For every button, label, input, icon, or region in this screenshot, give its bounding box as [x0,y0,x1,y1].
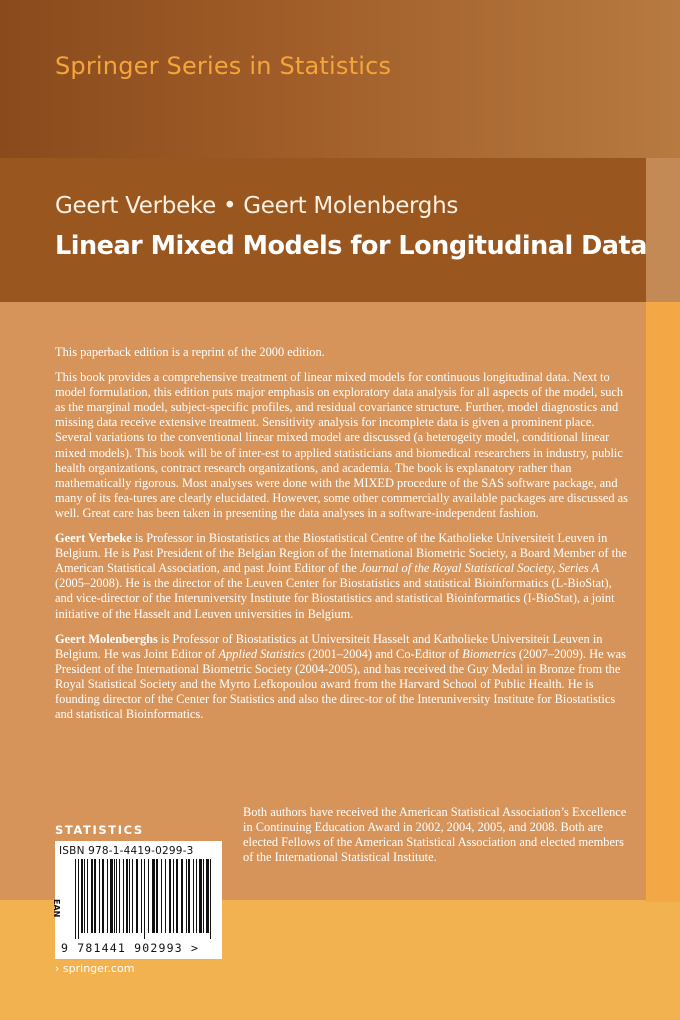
title-band [0,158,646,302]
side-strip [646,158,680,302]
bio-name: Geert Verbeke [55,531,132,546]
awards-note: Both authors have received the American Statistical Association’s Excellence in Continuing Education Award in 2002, 2004, 2005, and 2008. Both are elected Fellows of the American Statistical Association and elected members of the International Statistical Institute. [243,805,627,865]
side-strip-lower [646,302,680,902]
journal-name: Applied Statistics [218,646,305,661]
bio-text: (2005–2008). He is the director of the Leuven Center for Biostatistics and statistical Bioinformatics (L-BioStat), and vice-director of the Interuniversity Institute for Biostatistics and statistical Bioinformatics (I-BioStat), a joint initiative of the Hasselt and Leuven universities in Belgium. [55,576,615,621]
journal-name: Biometrics [462,646,516,661]
book-title: Linear Mixed Models for Longitudinal Data [55,231,647,261]
reprint-note: This paperback edition is a reprint of the 2000 edition. [55,345,325,359]
barcode-number: 9 781441 902993 > [61,941,200,955]
series-title: Springer Series in Statistics [55,52,392,80]
bio-text: is Professor of Biostatistics at Universiteit Hasselt and Katholieke Universiteit Leuven in Belgium. He was Joint Editor of [55,631,603,661]
bio-text: is Professor in Biostatistics at the Biostatistical Centre of the Katholieke Universiteit Leuven in Belgium. He is Past President of the Belgian Region of the International Biometric Society, a Board Member of the American Statistical Association, and past Joint Editor of the [55,531,627,576]
bio-text: (2007–2009). He was President of the International Biometric Society (2004-2005), and has received the Guy Medal in Bronze from the Royal Statistical Society and the Myrto Lefkopoulou award from the Harvard School of Public Health. He is founding director of the Center for Statistics and also the direc-tor of the Interuniversity Institute for Biostatistics and statistical Bioinformatics. [55,646,626,722]
isbn: ISBN 978-1-4419-0299-3 [59,845,194,857]
back-cover-text [55,345,630,732]
bio-molenberghs [55,632,630,723]
book-authors: Geert Verbeke • Geert Molenberghs [55,193,459,219]
subject-category: STATISTICS [55,823,144,837]
bio-verbeke [55,531,630,622]
publisher-link[interactable]: › springer.com [55,962,135,975]
barcode-bars [75,859,215,939]
ean-label: EAN [52,899,61,918]
bio-name: Geert Molenberghs [55,631,158,646]
book-summary: This book provides a comprehensive treatment of linear mixed models for continuous longitudinal data. Next to model formulation, this edition puts major emphasis on exploratory data analysis for all aspects of the model, such as the marginal model, subject-specific profiles, and residual covariance structure. Further, model diagnostics and missing data receive extensive treatment. Sensitivity analysis for incomplete data is given a prominent place. Several variations to the conventional linear mixed model are discussed (a heterogeity model, conditional linear mixed models). This book will be of inter-est to applied statisticians and biomedical researchers in industry, public health organizations, contract research organizations, and academia. The book is explanatory rather than mathematically rigorous. Most analyses were done with the MIXED procedure of the SAS software package, and many of its fea-tures are clearly elucidated. However, some other commercially available packages are discussed as well. Great care has been taken in presenting the data analyses in a software-independent fashion. [55,370,629,520]
barcode-box [52,841,222,959]
bio-text: (2001–2004) and Co-Editor of [304,646,463,661]
journal-name: Journal of the Royal Statistical Society, Series A [359,561,600,576]
